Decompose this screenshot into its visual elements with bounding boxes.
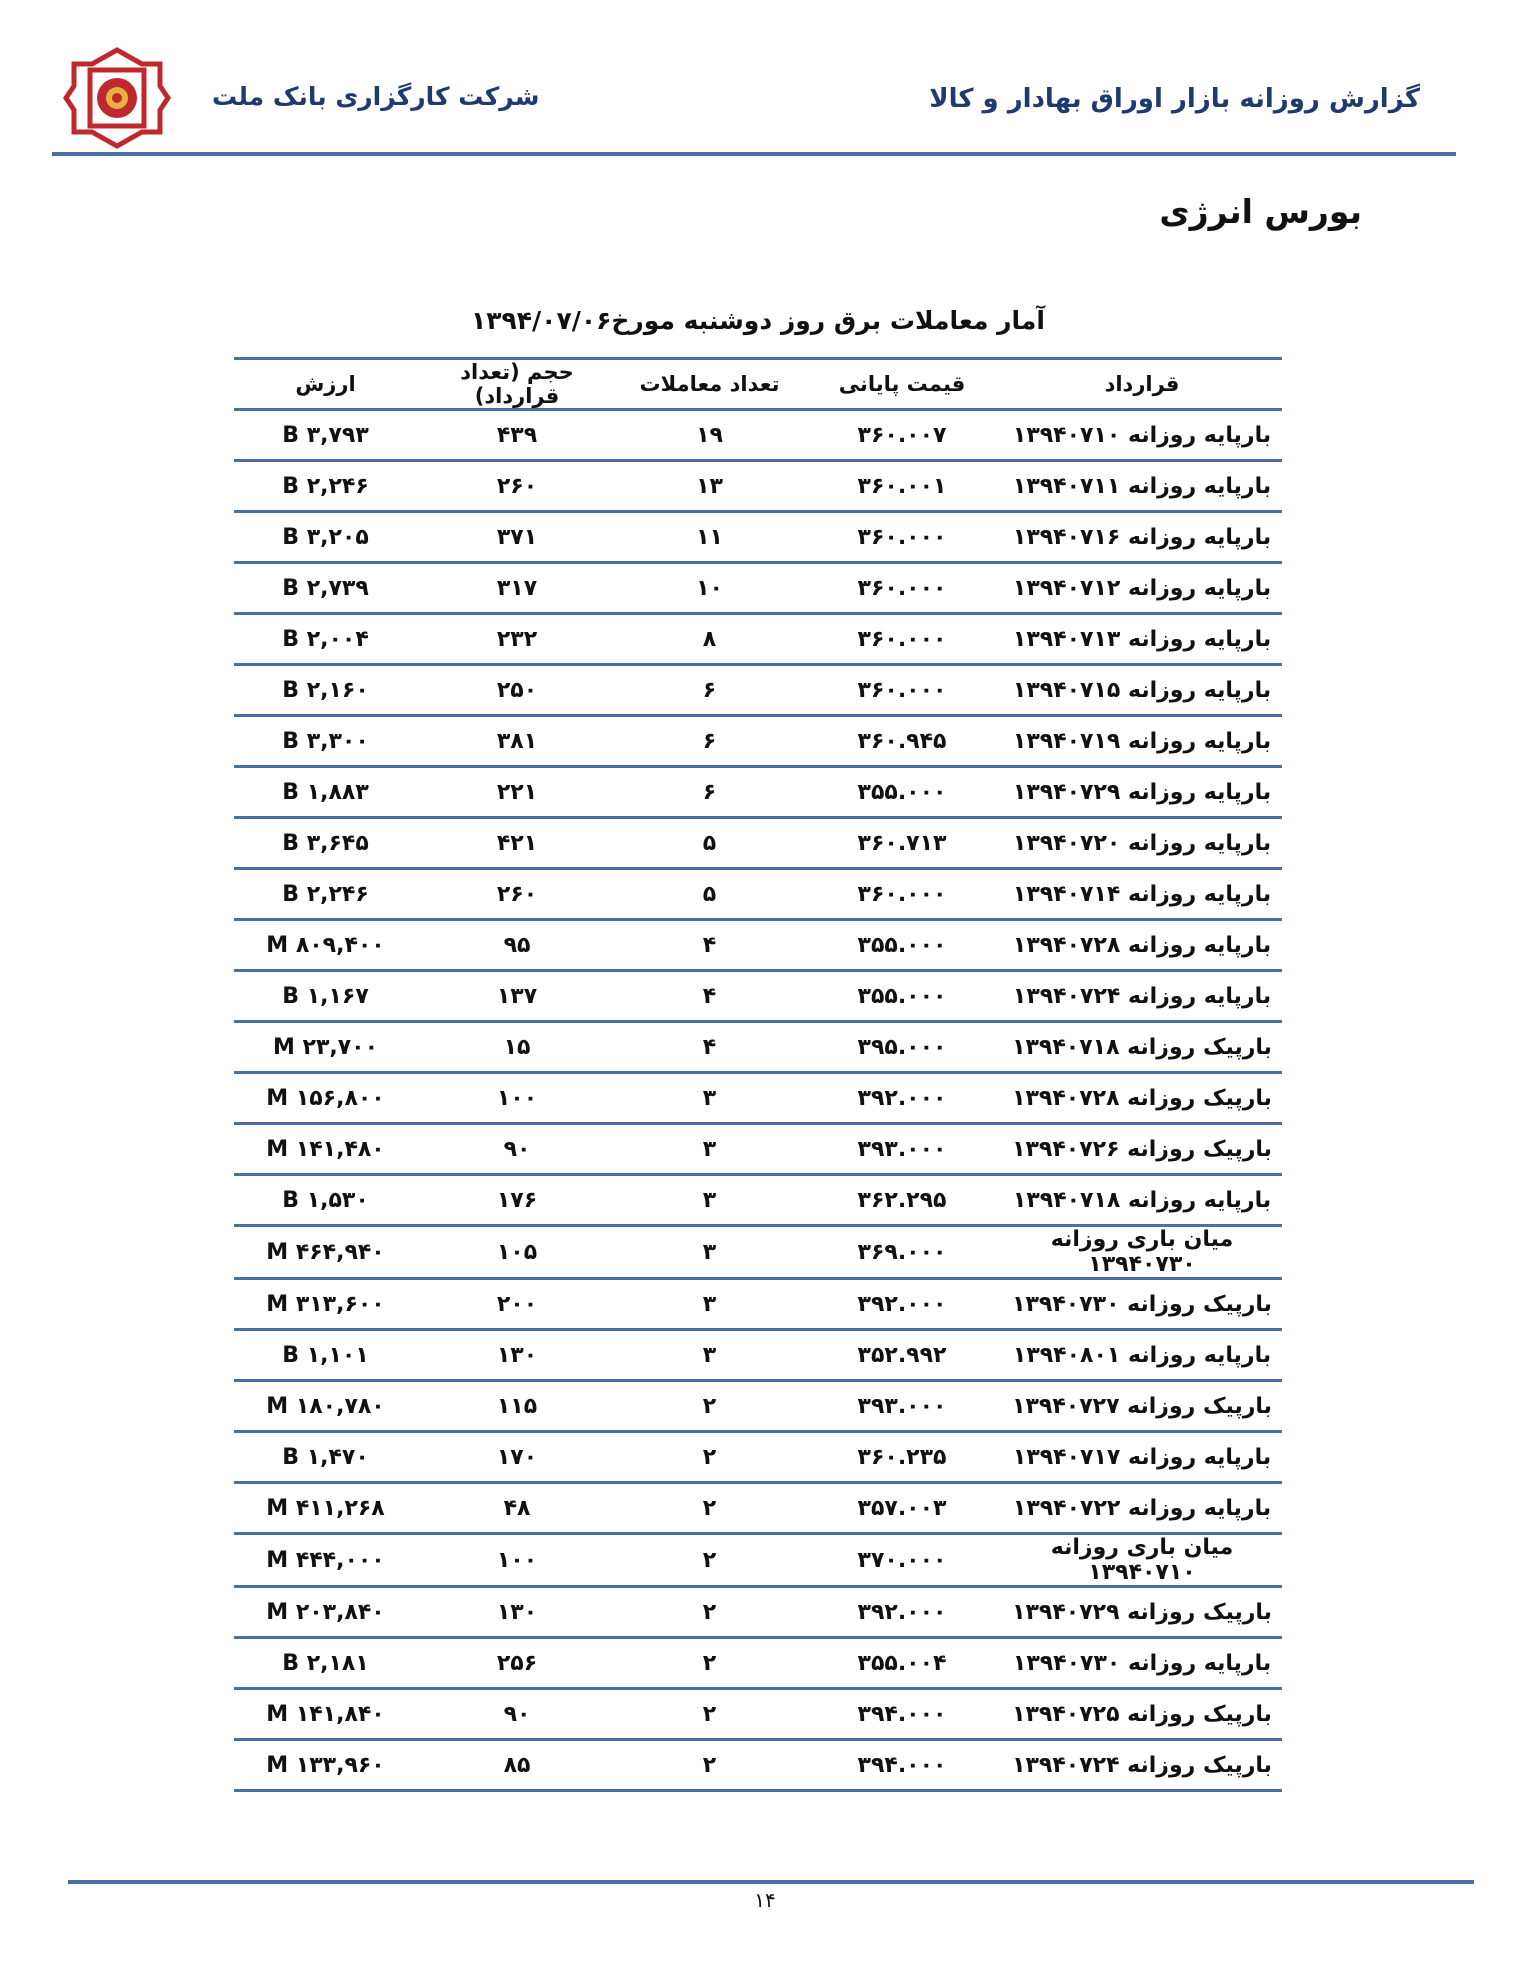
volume-cell: ۱۳۷	[417, 971, 617, 1022]
table-row	[234, 410, 1282, 461]
volume-cell: ۱۵	[417, 1022, 617, 1073]
contract-cell: بارپایه روزانه ۱۳۹۴۰۷۱۲	[1002, 563, 1282, 614]
table-row	[234, 461, 1282, 512]
contract-cell: بارپیک روزانه ۱۳۹۴۰۷۲۶	[1002, 1124, 1282, 1175]
value-cell: ۳,۲۰۵ B	[234, 512, 417, 563]
value-cell: ۲۰۳,۸۴۰ M	[234, 1587, 417, 1638]
contract-cell: بارپیک روزانه ۱۳۹۴۰۷۲۴	[1002, 1740, 1282, 1791]
contract-cell: بارپایه روزانه ۱۳۹۴۰۷۱۷	[1002, 1432, 1282, 1483]
table-row	[234, 1175, 1282, 1226]
trade-count-cell: ۲	[617, 1534, 802, 1587]
volume-cell: ۱۳۰	[417, 1587, 617, 1638]
contract-cell: بارپایه روزانه ۱۳۹۴۰۷۱۹	[1002, 716, 1282, 767]
table-header-row	[234, 359, 1282, 410]
contract-cell: بارپایه روزانه ۱۳۹۴۰۷۱۴	[1002, 869, 1282, 920]
contract-cell: بارپیک روزانه ۱۳۹۴۰۷۲۸	[1002, 1073, 1282, 1124]
volume-cell: ۲۵۶	[417, 1638, 617, 1689]
table-row	[234, 665, 1282, 716]
final-price-cell: ۳۵۲.۹۹۲	[802, 1330, 1002, 1381]
trade-count-cell: ۳	[617, 1073, 802, 1124]
volume-cell: ۱۷۶	[417, 1175, 617, 1226]
final-price-cell: ۳۹۴.۰۰۰	[802, 1689, 1002, 1740]
page-number: ۱۴	[754, 1888, 776, 1912]
trades-table	[234, 357, 1282, 1792]
trade-count-cell: ۵	[617, 818, 802, 869]
table-row	[234, 1330, 1282, 1381]
final-price-cell: ۳۶۰.۰۰۱	[802, 461, 1002, 512]
volume-cell: ۲۶۰	[417, 461, 617, 512]
final-price-cell: ۳۶۲.۲۹۵	[802, 1175, 1002, 1226]
table-row	[234, 1432, 1282, 1483]
value-cell: ۲,۱۸۱ B	[234, 1638, 417, 1689]
value-cell: ۲,۷۳۹ B	[234, 563, 417, 614]
final-price-cell: ۳۶۰.۰۰۰	[802, 665, 1002, 716]
trade-count-cell: ۴	[617, 971, 802, 1022]
final-price-cell: ۳۵۵.۰۰۰	[802, 920, 1002, 971]
trade-count-cell: ۱۳	[617, 461, 802, 512]
table-row	[234, 1638, 1282, 1689]
table-row	[234, 1483, 1282, 1534]
value-cell: ۲,۲۴۶ B	[234, 461, 417, 512]
contract-cell: بارپایه روزانه ۱۳۹۴۰۷۲۰	[1002, 818, 1282, 869]
volume-cell: ۴۸	[417, 1483, 617, 1534]
trade-count-cell: ۲	[617, 1689, 802, 1740]
value-cell: ۱,۸۸۳ B	[234, 767, 417, 818]
volume-cell: ۱۰۵	[417, 1226, 617, 1279]
trade-count-cell: ۲	[617, 1483, 802, 1534]
column-header-volume: حجم (تعداد قرارداد)	[417, 359, 617, 410]
final-price-cell: ۳۹۲.۰۰۰	[802, 1073, 1002, 1124]
table-row	[234, 1124, 1282, 1175]
header-divider	[52, 152, 1456, 156]
final-price-cell: ۳۶۰.۹۴۵	[802, 716, 1002, 767]
trade-count-cell: ۲	[617, 1740, 802, 1791]
volume-cell: ۱۰۰	[417, 1073, 617, 1124]
contract-cell: بارپیک روزانه ۱۳۹۴۰۷۳۰	[1002, 1279, 1282, 1330]
table-row	[234, 1534, 1282, 1587]
table-title: آمار معاملات برق روز دوشنبه مورخ۱۳۹۴/۰۷/۰۶	[471, 306, 1045, 335]
final-price-cell: ۳۹۲.۰۰۰	[802, 1587, 1002, 1638]
trade-count-cell: ۱۰	[617, 563, 802, 614]
trade-count-cell: ۳	[617, 1124, 802, 1175]
trade-count-cell: ۱۱	[617, 512, 802, 563]
trade-count-cell: ۶	[617, 767, 802, 818]
volume-cell: ۲۳۲	[417, 614, 617, 665]
contract-cell: بارپایه روزانه ۱۳۹۴۰۷۱۸	[1002, 1175, 1282, 1226]
table-row	[234, 716, 1282, 767]
report-title: گزارش روزانه بازار اوراق بهادار و کالا	[929, 84, 1420, 114]
value-cell: ۱۳۳,۹۶۰ M	[234, 1740, 417, 1791]
final-price-cell: ۳۶۰.۷۱۳	[802, 818, 1002, 869]
column-header-trade-count: تعداد معاملات	[617, 359, 802, 410]
final-price-cell: ۳۷۰.۰۰۰	[802, 1534, 1002, 1587]
final-price-cell: ۳۶۰.۰۰۰	[802, 512, 1002, 563]
value-cell: ۱۴۱,۴۸۰ M	[234, 1124, 417, 1175]
volume-cell: ۳۸۱	[417, 716, 617, 767]
trade-count-cell: ۲	[617, 1638, 802, 1689]
table-row	[234, 869, 1282, 920]
final-price-cell: ۳۶۰.۰۰۰	[802, 869, 1002, 920]
value-cell: ۱,۱۶۷ B	[234, 971, 417, 1022]
final-price-cell: ۳۶۰.۰۰۷	[802, 410, 1002, 461]
volume-cell: ۹۵	[417, 920, 617, 971]
trade-count-cell: ۳	[617, 1330, 802, 1381]
contract-cell: بارپیک روزانه ۱۳۹۴۰۷۲۹	[1002, 1587, 1282, 1638]
table-row	[234, 563, 1282, 614]
trade-count-cell: ۴	[617, 1022, 802, 1073]
contract-cell: بارپایه روزانه ۱۳۹۴۰۷۲۹	[1002, 767, 1282, 818]
volume-cell: ۲۰۰	[417, 1279, 617, 1330]
final-price-cell: ۳۹۴.۰۰۰	[802, 1740, 1002, 1791]
contract-cell: بارپایه روزانه ۱۳۹۴۰۷۲۸	[1002, 920, 1282, 971]
column-header-contract: قرارداد	[1002, 359, 1282, 410]
table-row	[234, 1689, 1282, 1740]
section-title: بورس انرژی	[1159, 192, 1362, 231]
trade-count-cell: ۴	[617, 920, 802, 971]
volume-cell: ۱۷۰	[417, 1432, 617, 1483]
final-price-cell: ۳۵۵.۰۰۰	[802, 971, 1002, 1022]
table-body	[234, 410, 1282, 1791]
volume-cell: ۹۰	[417, 1689, 617, 1740]
volume-cell: ۲۲۱	[417, 767, 617, 818]
final-price-cell: ۳۵۵.۰۰۰	[802, 767, 1002, 818]
table-row	[234, 614, 1282, 665]
contract-cell: بارپایه روزانه ۱۳۹۴۰۷۱۵	[1002, 665, 1282, 716]
final-price-cell: ۳۵۵.۰۰۴	[802, 1638, 1002, 1689]
contract-cell: بارپیک روزانه ۱۳۹۴۰۷۲۷	[1002, 1381, 1282, 1432]
contract-cell: بارپایه روزانه ۱۳۹۴۰۷۱۳	[1002, 614, 1282, 665]
table-row	[234, 920, 1282, 971]
volume-cell: ۲۵۰	[417, 665, 617, 716]
value-cell: ۱۵۶,۸۰۰ M	[234, 1073, 417, 1124]
volume-cell: ۲۶۰	[417, 869, 617, 920]
trade-count-cell: ۸	[617, 614, 802, 665]
volume-cell: ۳۱۷	[417, 563, 617, 614]
value-cell: ۱,۱۰۱ B	[234, 1330, 417, 1381]
table-row	[234, 1381, 1282, 1432]
contract-cell: بارپایه روزانه ۱۳۹۴۰۷۲۲	[1002, 1483, 1282, 1534]
table-row	[234, 1740, 1282, 1791]
contract-cell: بارپایه روزانه ۱۳۹۴۰۷۲۴	[1002, 971, 1282, 1022]
final-price-cell: ۳۹۵.۰۰۰	[802, 1022, 1002, 1073]
table-row	[234, 1587, 1282, 1638]
bank-mellat-logo	[62, 46, 172, 150]
value-cell: ۸۰۹,۴۰۰ M	[234, 920, 417, 971]
volume-cell: ۱۱۵	[417, 1381, 617, 1432]
value-cell: ۲,۰۰۴ B	[234, 614, 417, 665]
table-row	[234, 767, 1282, 818]
contract-cell: بارپایه روزانه ۱۳۹۴۰۷۳۰	[1002, 1638, 1282, 1689]
value-cell: ۱۸۰,۷۸۰ M	[234, 1381, 417, 1432]
value-cell: ۳,۳۰۰ B	[234, 716, 417, 767]
value-cell: ۴۱۱,۲۶۸ M	[234, 1483, 417, 1534]
volume-cell: ۸۵	[417, 1740, 617, 1791]
value-cell: ۲۳,۷۰۰ M	[234, 1022, 417, 1073]
trade-count-cell: ۲	[617, 1381, 802, 1432]
value-cell: ۳,۶۴۵ B	[234, 818, 417, 869]
volume-cell: ۱۳۰	[417, 1330, 617, 1381]
final-price-cell: ۳۹۲.۰۰۰	[802, 1279, 1002, 1330]
value-cell: ۲,۱۶۰ B	[234, 665, 417, 716]
value-cell: ۳۱۳,۶۰۰ M	[234, 1279, 417, 1330]
volume-cell: ۴۲۱	[417, 818, 617, 869]
contract-cell: بارپایه روزانه ۱۳۹۴۰۸۰۱	[1002, 1330, 1282, 1381]
column-header-final-price: قیمت پایانی	[802, 359, 1002, 410]
value-cell: ۴۴۴,۰۰۰ M	[234, 1534, 417, 1587]
table-row	[234, 818, 1282, 869]
table-row	[234, 971, 1282, 1022]
value-cell: ۳,۷۹۳ B	[234, 410, 417, 461]
contract-cell: بارپیک روزانه ۱۳۹۴۰۷۱۸	[1002, 1022, 1282, 1073]
contract-cell: بارپایه روزانه ۱۳۹۴۰۷۱۰	[1002, 410, 1282, 461]
trade-count-cell: ۱۹	[617, 410, 802, 461]
final-price-cell: ۳۶۰.۰۰۰	[802, 563, 1002, 614]
trade-count-cell: ۶	[617, 716, 802, 767]
trade-count-cell: ۲	[617, 1587, 802, 1638]
trade-count-cell: ۳	[617, 1279, 802, 1330]
table-row	[234, 1022, 1282, 1073]
contract-cell: بارپایه روزانه ۱۳۹۴۰۷۱۱	[1002, 461, 1282, 512]
table-row	[234, 1073, 1282, 1124]
final-price-cell: ۳۹۳.۰۰۰	[802, 1124, 1002, 1175]
final-price-cell: ۳۹۳.۰۰۰	[802, 1381, 1002, 1432]
final-price-cell: ۳۶۹.۰۰۰	[802, 1226, 1002, 1279]
table-row	[234, 512, 1282, 563]
value-cell: ۱,۴۷۰ B	[234, 1432, 417, 1483]
table-row	[234, 1226, 1282, 1279]
contract-cell: میان باری روزانه ۱۳۹۴۰۷۳۰	[1002, 1226, 1282, 1279]
value-cell: ۴۶۴,۹۴۰ M	[234, 1226, 417, 1279]
trade-count-cell: ۲	[617, 1432, 802, 1483]
value-cell: ۱۴۱,۸۴۰ M	[234, 1689, 417, 1740]
contract-cell: میان باری روزانه ۱۳۹۴۰۷۱۰	[1002, 1534, 1282, 1587]
trade-count-cell: ۳	[617, 1226, 802, 1279]
final-price-cell: ۳۶۰.۲۳۵	[802, 1432, 1002, 1483]
volume-cell: ۴۳۹	[417, 410, 617, 461]
volume-cell: ۱۰۰	[417, 1534, 617, 1587]
trade-count-cell: ۶	[617, 665, 802, 716]
company-name: شرکت کارگزاری بانک ملت	[212, 82, 540, 111]
volume-cell: ۹۰	[417, 1124, 617, 1175]
volume-cell: ۳۷۱	[417, 512, 617, 563]
trade-count-cell: ۵	[617, 869, 802, 920]
table-row	[234, 1279, 1282, 1330]
contract-cell: بارپایه روزانه ۱۳۹۴۰۷۱۶	[1002, 512, 1282, 563]
column-header-value: ارزش	[234, 359, 417, 410]
final-price-cell: ۳۶۰.۰۰۰	[802, 614, 1002, 665]
contract-cell: بارپیک روزانه ۱۳۹۴۰۷۲۵	[1002, 1689, 1282, 1740]
value-cell: ۱,۵۳۰ B	[234, 1175, 417, 1226]
trade-count-cell: ۳	[617, 1175, 802, 1226]
value-cell: ۲,۲۴۶ B	[234, 869, 417, 920]
footer-divider	[68, 1880, 1474, 1884]
final-price-cell: ۳۵۷.۰۰۳	[802, 1483, 1002, 1534]
